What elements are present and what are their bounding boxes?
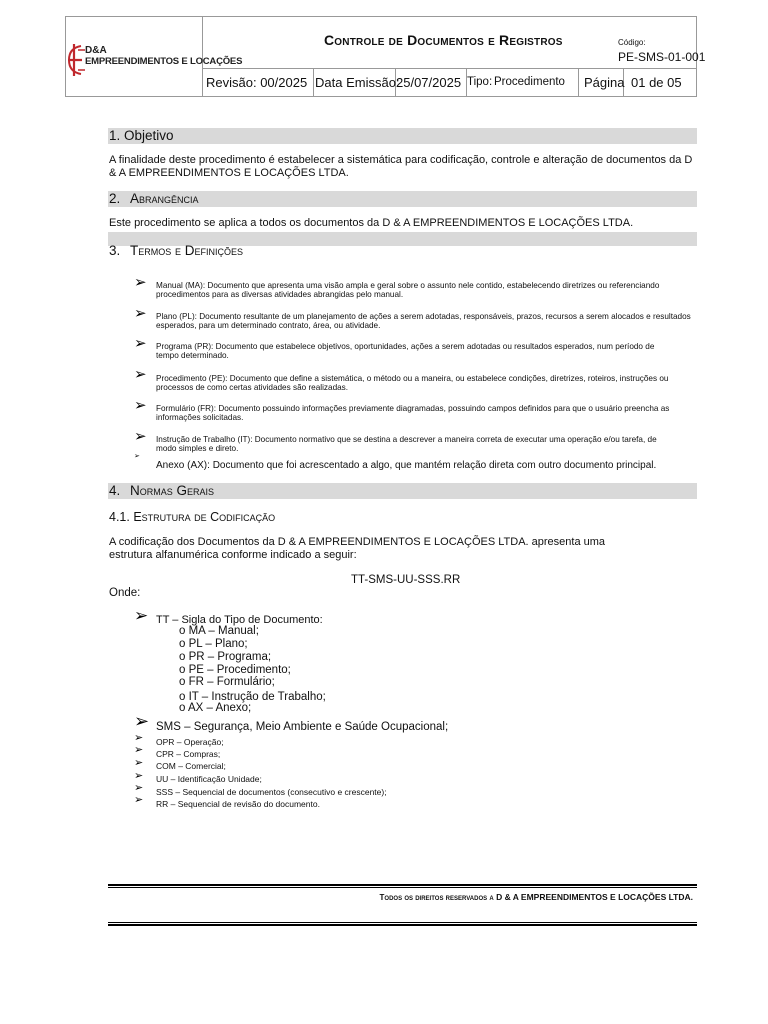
abrangencia-text: Este procedimento se aplica a todos os documentos da D & A EMPREENDIMENTOS E LOCAÇÕES LTDA. (109, 217, 634, 229)
arrow-bullet-icon: ➢ (134, 782, 144, 794)
subsection-estrutura-title: 4.1. Estrutura de Codificação (109, 510, 276, 524)
sub-item: OPR – Operação; (156, 737, 224, 747)
tt-item: o FR – Formulário; (179, 676, 275, 688)
definition-item: Procedimento (PE): Documento que define a sistemática, o método ou a maneira, ou estabelece condições, diretrizes, roteiros, instruções ou processos de como certas atividades são realizadas. (156, 374, 669, 392)
sms-item: SMS – Segurança, Meio Ambiente e Saúde Ocupacional; (156, 721, 449, 733)
section-number: 2. (109, 191, 121, 206)
sub-item: CPR – Compras; (156, 749, 221, 759)
footer-copyright (380, 892, 693, 902)
tt-item: o MA – Manual; (179, 625, 259, 637)
section-objetivo-heading (108, 128, 697, 144)
arrow-bullet-icon: ➢ (134, 744, 144, 756)
arrow-bullet-icon: ➢ (134, 606, 149, 625)
codigo-label: Código: (618, 38, 646, 47)
arrow-bullet-icon: ➢ (134, 770, 144, 782)
arrow-bullet-icon: ➢ (134, 453, 140, 460)
logo-text-bottom: EMPREENDIMENTOS E LOCAÇÕES (85, 56, 243, 67)
definition-item: Formulário (FR): Documento possuindo informações previamente diagramadas, possuindo campos definidos para que o usuário preencha as informações solicitadas. (156, 404, 670, 422)
document-title: Controle de Documentos e Registros (324, 32, 563, 48)
section-termos-title (109, 243, 243, 258)
objetivo-text-line-1: A finalidade deste procedimento é estabelecer a sistemática para codificação, controle e alteração de documentos da D (109, 154, 693, 166)
definition-item: Plano (PL): Documento resultante de um planejamento de ações a serem adotadas, responsáveis, prazos, recursos a serem alocados e resultados esperados, para um determinado contrato, área, ou atividade. (156, 312, 691, 330)
footer-top-rule (108, 884, 697, 886)
tt-item: o PL – Plano; (179, 638, 248, 650)
definition-item: Anexo (AX): Documento que foi acrescentado a algo, que mantém relação direta com outro documento principal. (156, 460, 657, 471)
data-emissao-label: Data Emissão: (315, 75, 400, 90)
arrow-bullet-icon: ➢ (134, 794, 144, 806)
definition-item: Programa (PR): Documento que estabelece objetivos, oportunidades, ações a serem adotadas ou resultados esperados, num período de tempo determinado. (156, 342, 655, 360)
arrow-bullet-icon: ➢ (134, 397, 147, 414)
section-number: 3. (109, 243, 121, 258)
section-title: Abrangência (130, 191, 199, 206)
onde-label: Onde: (109, 587, 141, 599)
sub-item: COM – Comercial; (156, 761, 226, 771)
tipo-label: Tipo: (467, 76, 493, 88)
logo-text-top: D&A (85, 45, 107, 56)
arrow-bullet-icon: ➢ (134, 711, 150, 731)
tt-item: o IT – Instrução de Trabalho; (179, 691, 326, 703)
definition-item: Manual (MA): Documento que apresenta uma visão ampla e geral sobre o assunto nele contido, estabelecendo diretrizes ou referenciando procedimentos para as diversas atividades abrangidas pelo manual. (156, 281, 660, 299)
code-pattern: TT-SMS-UU-SSS.RR (351, 574, 461, 586)
pagina-label: Página (584, 75, 625, 90)
arrow-bullet-icon: ➢ (134, 757, 144, 769)
tt-item: o PE – Procedimento; (179, 664, 291, 676)
arrow-bullet-icon: ➢ (134, 732, 144, 744)
sub-item: UU – Identificação Unidade; (156, 774, 262, 784)
section-normas-heading (108, 483, 697, 499)
section-number: 4. (109, 483, 121, 498)
definition-item: Instrução de Trabalho (IT): Documento normativo que se destina a descrever a maneira correta de executar uma operação e/ou tarefa, de modo simples e direto. (156, 435, 657, 453)
tt-item: o AX – Anexo; (179, 702, 252, 714)
tt-heading: TT – Sigla do Tipo de Documento: (156, 614, 323, 626)
arrow-bullet-icon: ➢ (134, 335, 147, 352)
codigo-value: PE-SMS-01-001 (618, 50, 706, 64)
objetivo-text-line-2: & A EMPREENDIMENTOS E LOCAÇÕES LTDA. (109, 167, 349, 179)
section-title: Termos e Definições (130, 243, 244, 258)
section-title: Normas Gerais (130, 483, 215, 498)
data-emissao-value: 25/07/2025 (396, 75, 462, 90)
sub-item: SSS – Sequencial de documentos (consecutivo e crescente); (156, 787, 387, 797)
footer-prefix: Todos os direitos reservados a (379, 893, 494, 902)
section-abrangencia-heading (108, 191, 697, 207)
pagina-value: 01 de 05 (631, 75, 682, 90)
footer-top-rule-thin (108, 887, 697, 888)
estrutura-text-line-2: estrutura alfanumérica conforme indicado a seguir: (109, 549, 357, 561)
tt-item: o PR – Programa; (179, 651, 272, 663)
arrow-bullet-icon: ➢ (134, 274, 147, 291)
section-title: 1. Objetivo (109, 128, 174, 143)
arrow-bullet-icon: ➢ (134, 366, 147, 383)
footer-bottom-rule-thick (108, 924, 697, 926)
sub-item: RR – Sequencial de revisão do documento. (156, 799, 320, 809)
arrow-bullet-icon: ➢ (134, 428, 147, 445)
footer-company: D & A EMPREENDIMENTOS E LOCAÇÕES LTDA. (496, 892, 693, 902)
tipo-value: Procedimento (494, 76, 565, 88)
estrutura-text-line-1: A codificação dos Documentos da D & A EMPREENDIMENTOS E LOCAÇÕES LTDA. apresenta uma (109, 536, 606, 548)
footer-bottom-rule (108, 922, 697, 923)
arrow-bullet-icon: ➢ (134, 305, 147, 322)
revisao: Revisão: 00/2025 (206, 75, 308, 90)
